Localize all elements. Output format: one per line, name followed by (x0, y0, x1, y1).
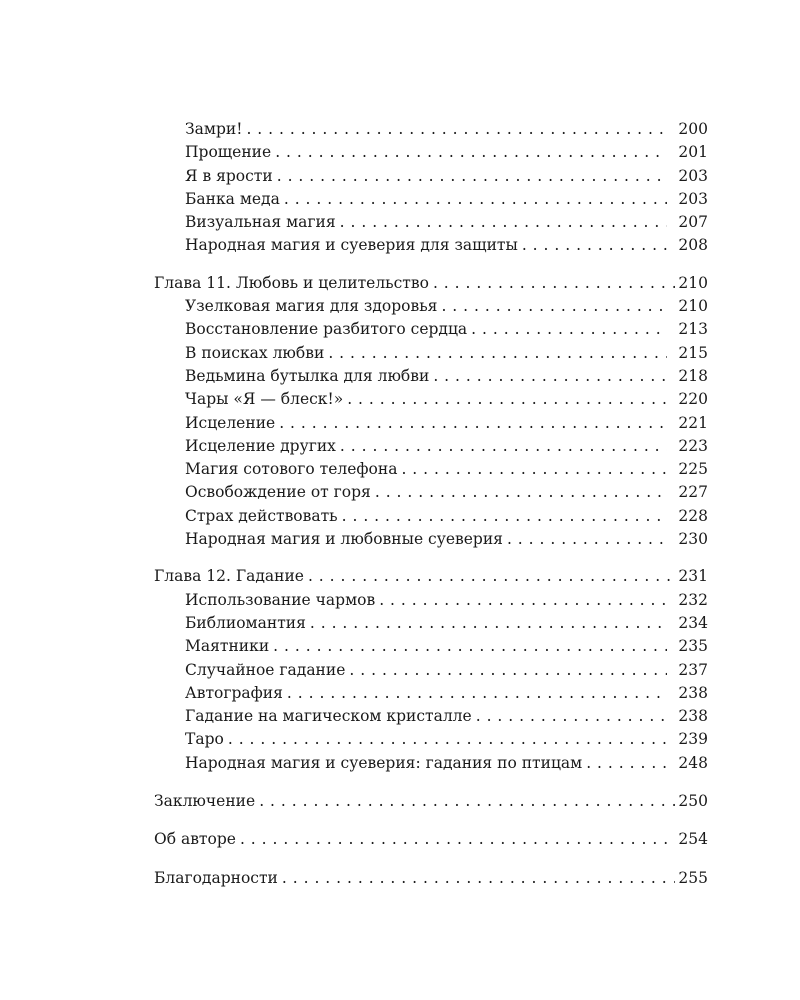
dot-leader (308, 565, 675, 588)
section-spacer (154, 813, 708, 828)
toc-end-matter-title: Заключение (154, 792, 256, 811)
dot-leader (279, 412, 667, 435)
toc-entry-page: 227 (678, 483, 708, 502)
toc-entry-page: 225 (678, 460, 708, 479)
toc-entry (154, 412, 708, 435)
toc-entry-title: Магия сотового телефона (185, 460, 398, 479)
toc-entry (154, 659, 708, 682)
toc-entry-page: 203 (678, 189, 708, 208)
toc-entry (154, 188, 708, 211)
toc-entry-title: Использование чармов (185, 590, 376, 609)
toc-chapter-title: Глава 11. Любовь и целительство (154, 273, 429, 292)
toc-entry (154, 528, 708, 551)
toc-entry-page: 237 (678, 660, 708, 679)
toc-entry (154, 705, 708, 728)
toc-entry-page: 239 (678, 730, 708, 749)
toc-entry-title: Я в ярости (185, 166, 273, 185)
toc-chapter-page: 231 (678, 567, 708, 586)
toc-entry-title: Случайное гадание (185, 660, 346, 679)
dot-leader (228, 728, 667, 751)
dot-leader (340, 211, 667, 234)
toc-entry-page: 228 (678, 506, 708, 525)
toc-end-matter-title: Об авторе (154, 830, 236, 849)
toc-end-matter-entry (154, 828, 708, 851)
toc-entry (154, 165, 708, 188)
dot-leader (375, 481, 667, 504)
toc-chapter (154, 272, 708, 295)
toc-entry-page: 203 (678, 166, 708, 185)
toc-entry-title: Ведьмина бутылка для любви (185, 366, 430, 385)
toc-entry-title: Узелковая магия для здоровья (185, 297, 438, 316)
toc-entry-page: 218 (678, 366, 708, 385)
toc-entry (154, 318, 708, 341)
toc-chapter-page: 210 (678, 273, 708, 292)
dot-leader (347, 388, 667, 411)
toc-entry-title: Гадание на магическом кристалле (185, 707, 472, 726)
dot-leader (441, 295, 667, 318)
toc-entry-title: Народная магия и суеверия: гадания по птицам (185, 753, 583, 772)
toc-entry-title: Исцеление других (185, 436, 336, 455)
toc-entry-title: В поисках любви (185, 343, 325, 362)
dot-leader (340, 435, 667, 458)
dot-leader (586, 752, 667, 775)
toc-entry-title: Прощение (185, 143, 272, 162)
toc-end-matter-entry (154, 790, 708, 813)
toc-entry-title: Замри! (185, 120, 243, 138)
toc-entry-title: Автография (185, 683, 283, 702)
toc-entry (154, 435, 708, 458)
toc-entry (154, 612, 708, 635)
toc-entry (154, 458, 708, 481)
toc-entry-title: Чары «Я — блеск!» (185, 390, 344, 409)
toc-entry-page: 213 (678, 320, 708, 339)
dot-leader (282, 867, 675, 890)
toc-entry (154, 505, 708, 528)
dot-leader (433, 272, 675, 295)
section-spacer (154, 551, 708, 565)
toc-entry-page: 248 (678, 753, 708, 772)
toc-entry (154, 141, 708, 164)
dot-leader (328, 342, 667, 365)
toc-entry-page: 235 (678, 637, 708, 656)
toc-entry (154, 589, 708, 612)
toc-entry-page: 215 (678, 343, 708, 362)
toc-entry (154, 295, 708, 318)
toc-entry (154, 752, 708, 775)
toc-entry-title: Маятники (185, 637, 270, 656)
toc-entry (154, 365, 708, 388)
toc-chapter-title: Глава 12. Гадание (154, 567, 304, 586)
dot-leader (259, 790, 675, 813)
toc-entry-title: Народная магия и любовные суеверия (185, 530, 503, 549)
toc-end-matter-entry (154, 867, 708, 890)
dot-leader (401, 458, 667, 481)
toc-entry (154, 682, 708, 705)
section-spacer (154, 775, 708, 790)
toc-entry-page: 223 (678, 436, 708, 455)
toc-entry-page: 201 (678, 143, 708, 162)
toc-entry-title: Исцеление (185, 413, 276, 432)
toc-entry-title: Восстановление разбитого сердца (185, 320, 468, 339)
toc-end-matter-page: 255 (678, 868, 708, 887)
toc-entry (154, 118, 708, 141)
dot-leader (379, 589, 667, 612)
toc-entry (154, 388, 708, 411)
toc-end-matter-title: Благодарности (154, 868, 278, 887)
dot-leader (471, 318, 667, 341)
section-spacer (154, 258, 708, 272)
toc-entry (154, 481, 708, 504)
dot-leader (273, 635, 667, 658)
dot-leader (275, 141, 667, 164)
dot-leader (507, 528, 667, 551)
toc-entry-title: Визуальная магия (185, 213, 336, 232)
toc-entry (154, 211, 708, 234)
toc-entry-page: 200 (678, 120, 708, 138)
dot-leader (342, 505, 667, 528)
toc-entry (154, 728, 708, 751)
dot-leader (433, 365, 667, 388)
dot-leader (287, 682, 667, 705)
toc-entry (154, 234, 708, 257)
toc-entry-page: 230 (678, 530, 708, 549)
toc-entry (154, 342, 708, 365)
toc-end-matter-page: 250 (678, 792, 708, 811)
dot-leader (476, 705, 667, 728)
toc-entry-page: 238 (678, 683, 708, 702)
toc-entry-title: Библиомантия (185, 613, 306, 632)
dot-leader (240, 828, 675, 851)
toc-entry-page: 220 (678, 390, 708, 409)
toc-entry-page: 207 (678, 213, 708, 232)
toc-entry-page: 234 (678, 613, 708, 632)
toc-entry-page: 221 (678, 413, 708, 432)
section-spacer (154, 852, 708, 867)
toc-entry-title: Таро (185, 730, 224, 749)
toc-entry-title: Банка меда (185, 189, 280, 208)
dot-leader (277, 165, 667, 188)
toc-entry-page: 232 (678, 590, 708, 609)
toc-entry-page: 208 (678, 236, 708, 255)
dot-leader (310, 612, 667, 635)
dot-leader (522, 234, 667, 257)
toc-entry-title: Страх действовать (185, 506, 338, 525)
toc-entry (154, 635, 708, 658)
table-of-contents (154, 118, 708, 890)
toc-entry-title: Освобождение от горя (185, 483, 371, 502)
toc-entry-title: Народная магия и суеверия для защиты (185, 236, 518, 255)
dot-leader (246, 118, 667, 141)
dot-leader (284, 188, 667, 211)
toc-entry-page: 210 (678, 297, 708, 316)
toc-end-matter-page: 254 (678, 830, 708, 849)
toc-entry-page: 238 (678, 707, 708, 726)
dot-leader (349, 659, 667, 682)
toc-chapter (154, 565, 708, 588)
